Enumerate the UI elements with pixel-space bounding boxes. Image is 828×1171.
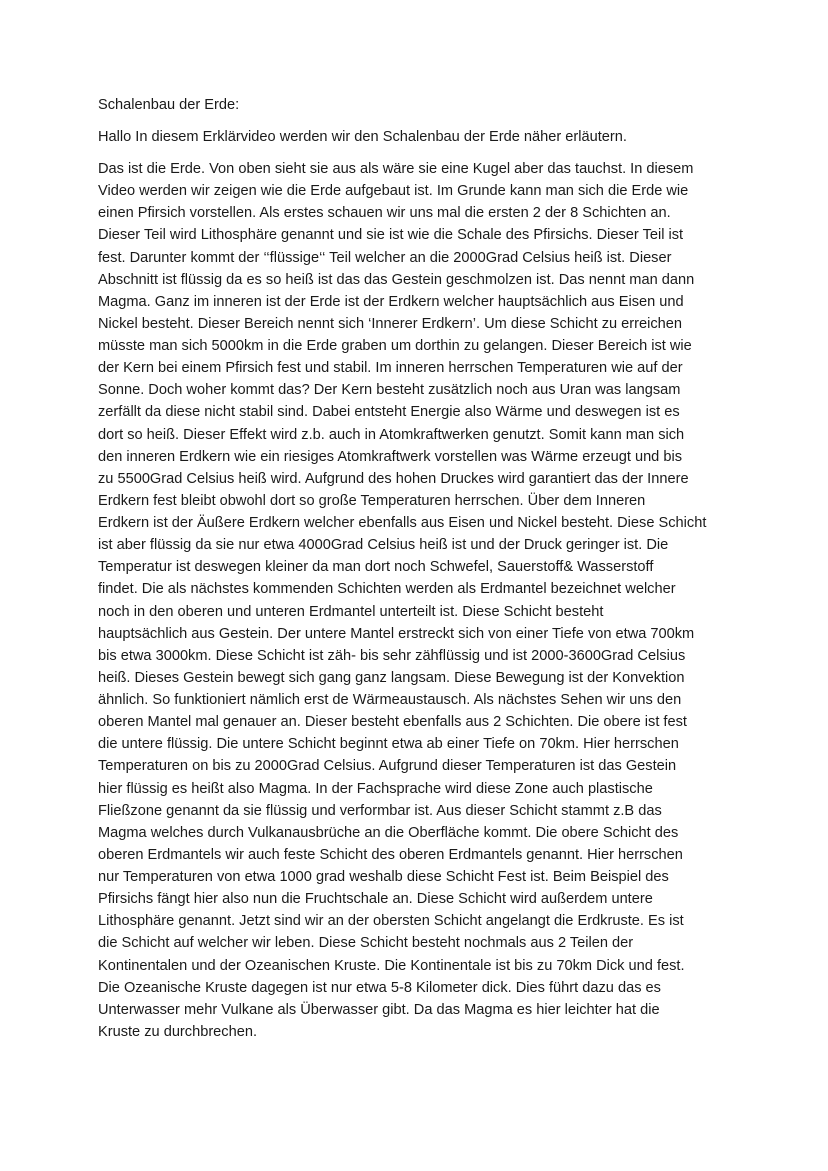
text-line: Kruste zu durchbrechen. [98,1023,257,1040]
text-line: fest. Darunter kommt der ‘‘flüssige‘‘ Teil welcher an die 2000Grad Celsius heiß ist. Dieser [98,249,672,266]
text-line: oberen Mantel mal genauer an. Dieser besteht ebenfalls aus 2 Schichten. Die obere ist fest [98,714,687,731]
text-line: ähnlich. So funktioniert nämlich erst de Wärmeaustausch. Als nächstes Sehen wir uns den [98,692,682,708]
text-line: Nickel besteht. Dieser Bereich nennt sich ‘Innerer Erdkern’. Um diese Schicht zu erreichen [98,315,683,332]
text-line: Kontinentalen und der Ozeanischen Kruste. Die Kontinentale ist bis zu 70km Dick und fest. [98,957,685,974]
text-line: oberen Erdmantels wir auch feste Schicht des oberen Erdmantels genannt. Hier herrschen [98,846,683,863]
text-line: der Kern bei einem Pfirsich fest und stabil. Im inneren herrschen Temperaturen wie auf der [98,360,683,377]
body-paragraph [98,158,738,1043]
text-line: Magma. Ganz im inneren ist der Erde ist der Erdkern welcher hauptsächlich aus Eisen und [98,293,684,310]
intro-paragraph: Hallo In diesem Erklärvideo werden wir den Schalenbau der Erde näher erläutern. [98,129,627,145]
text-line: Erdkern fest bleibt obwohl dort so große Temperaturen herrschen. Über dem Inneren [98,492,646,509]
text-line: Magma welches durch Vulkanausbrüche an die Oberfläche kommt. Die obere Schicht des [98,824,679,841]
text-line: hier flüssig es heißt also Magma. In der Fachsprache wird diese Zone auch plastische [98,780,653,797]
text-line: Abschnitt ist flüssig da es so heiß ist das das Gestein geschmolzen ist. Das nennt man dann [98,271,695,288]
text-line: Pfirsichs fängt hier also nun die Fruchtschale an. Diese Schicht wird außerdem untere [98,891,653,908]
text-line: Die Ozeanische Kruste dagegen ist nur etwa 5-8 Kilometer dick. Dies führt dazu das es [98,979,661,996]
text-line: die untere flüssig. Die untere Schicht beginnt etwa ab einer Tiefe on 70km. Hier herrschen [98,736,679,753]
text-line: den inneren Erdkern wie ein riesiges Atomkraftwerk vorstellen was Wärme erzeugt und bis [98,448,683,465]
text-line: Fließzone genannt da sie flüssig und verformbar ist. Aus dieser Schicht stammt z.B das [98,802,662,819]
document-page [98,94,738,1043]
text-line: Sonne. Doch woher kommt das? Der Kern besteht zusätzlich noch aus Uran was langsam [98,382,681,399]
text-line: dort so heiß. Dieser Effekt wird z.b. auch in Atomkraftwerken genutzt. Somit kann man sich [98,426,685,443]
text-line: noch in den oberen und unteren Erdmantel unterteilt ist. Diese Schicht besteht [98,603,604,620]
text-line: Temperaturen on bis zu 2000Grad Celsius. Aufgrund dieser Temperaturen ist das Gestein [98,758,677,775]
text-line: Temperatur ist deswegen kleiner da man dort noch Schwefel, Sauerstoff& Wasserstoff [98,559,654,576]
text-line: bis etwa 3000km. Diese Schicht ist zäh- bis sehr zähflüssig und ist 2000-3600Grad Celsius [98,647,686,664]
text-line: einen Pfirsich vorstellen. Als erstes schauen wir uns mal die ersten 2 der 8 Schichten an. [98,205,671,222]
text-line: ist aber flüssig da sie nur etwa 4000Grad Celsius heiß ist und der Druck geringer ist. Die [98,537,669,554]
text-line: Lithosphäre genannt. Jetzt sind wir an der obersten Schicht angelangt die Erdkruste. Es ist [98,913,684,930]
text-line: nur Temperaturen von etwa 1000 grad weshalb diese Schicht Fest ist. Beim Beispiel des [98,869,669,885]
text-line: zu 5500Grad Celsius heiß wird. Aufgrund des hohen Druckes wird garantiert das der Innere [98,470,689,487]
text-line: Video werden wir zeigen wie die Erde aufgebaut ist. Im Grunde kann man sich die Erde wie [98,183,689,200]
text-line: die Schicht auf welcher wir leben. Diese Schicht besteht nochmals aus 2 Teilen der [98,935,634,952]
text-line: Das ist die Erde. Von oben sieht sie aus als wäre sie eine Kugel aber das tauchst. In diesem [98,161,694,177]
text-line: müsste man sich 5000km in die Erde graben um dorthin zu gelangen. Dieser Bereich ist wie [98,338,692,354]
text-line: Unterwasser mehr Vulkane als Überwasser gibt. Da das Magma es hier leichter hat die [98,1001,660,1018]
text-line: heiß. Dieses Gestein bewegt sich gang ganz langsam. Diese Bewegung ist der Konvektion [98,669,685,686]
text-line: zerfällt da diese nicht stabil sind. Dabei entsteht Energie also Wärme und deswegen ist es [98,404,680,421]
document-title: Schalenbau der Erde: [98,97,240,113]
text-line: findet. Die als nächstes kommenden Schichten werden als Erdmantel bezeichnet welcher [98,581,676,598]
text-line: Dieser Teil wird Lithosphäre genannt und sie ist wie die Schale des Pfirsichs. Dieser Teil ist [98,227,684,244]
text-line: hauptsächlich aus Gestein. Der untere Mantel erstreckt sich von einer Tiefe von etwa 700km [98,625,695,642]
text-line: Erdkern ist der Äußere Erdkern welcher ebenfalls aus Eisen und Nickel besteht. Diese Schicht [98,515,707,531]
